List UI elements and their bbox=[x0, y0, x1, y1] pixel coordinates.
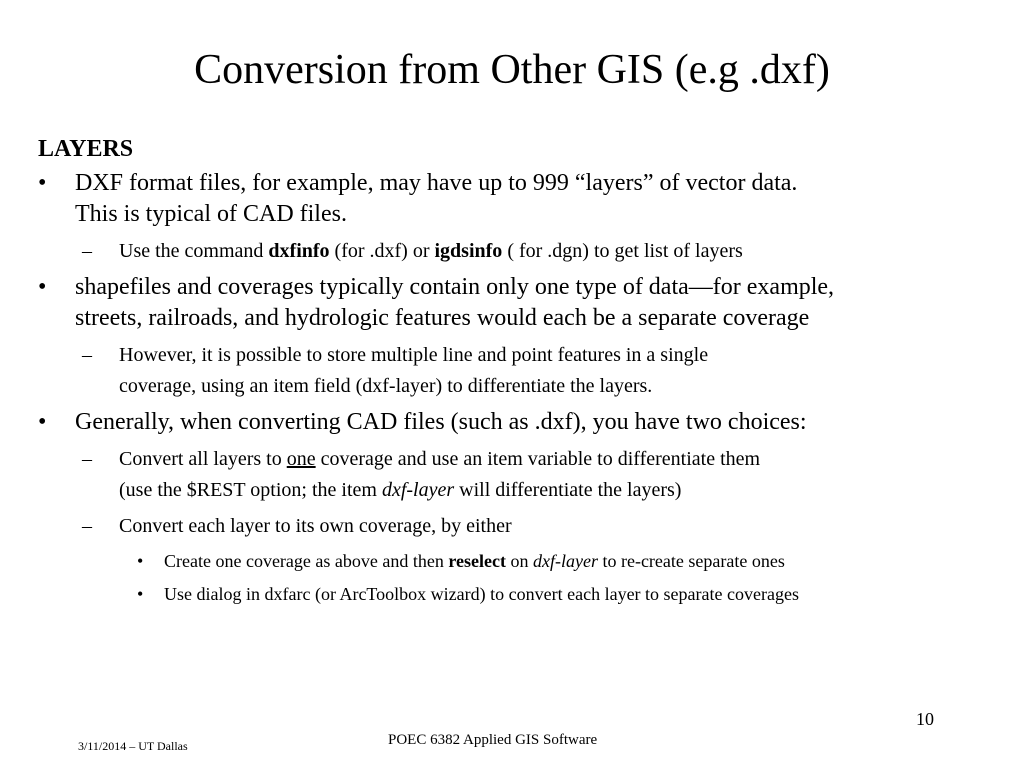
command-reselect: reselect bbox=[448, 551, 506, 571]
sub-text-line2: coverage, using an item field (dxf-layer) to differentiate the layers. bbox=[119, 375, 653, 397]
sub-bullet-however bbox=[82, 340, 998, 402]
footer-date: 3/11/2014 – UT Dallas bbox=[78, 739, 188, 753]
bullet-text: Generally, when converting CAD files (such as .dxf), you have two choices: bbox=[75, 409, 807, 435]
sub-sub-text: Create one coverage as above and then bbox=[164, 551, 449, 571]
sub-text: (use the $REST option; the item bbox=[119, 479, 382, 501]
sub-sub-text: to re-create separate ones bbox=[597, 551, 785, 571]
sub-text: coverage and use an item variable to differentiate them bbox=[315, 448, 761, 470]
sub-bullet-convert-all bbox=[82, 444, 998, 506]
dash-marker: – bbox=[82, 515, 92, 537]
page-number: 10 bbox=[916, 709, 934, 729]
command-dxfinfo: dxfinfo bbox=[268, 240, 330, 262]
slide-body bbox=[38, 134, 998, 613]
sub-text: (for .dxf) or bbox=[329, 240, 435, 262]
footer-course: POEC 6382 Applied GIS Software bbox=[388, 732, 598, 748]
bullet-marker: • bbox=[38, 170, 47, 196]
sub-sub-bullet-reselect bbox=[125, 547, 998, 575]
bullet-text-line1: DXF format files, for example, may have up to 999 “layers” of vector data. bbox=[75, 170, 798, 196]
sub-text: Convert all layers to bbox=[119, 448, 287, 470]
bullet-shapefiles bbox=[38, 272, 998, 334]
sub-text: Use the command bbox=[119, 240, 269, 262]
bullet-text-line1: shapefiles and coverages typically contain only one type of data—for example, bbox=[75, 274, 835, 300]
sub-text: will differentiate the layers) bbox=[454, 479, 682, 501]
sub-text: Convert each layer to its own coverage, by either bbox=[119, 515, 512, 537]
sub-text: ( for .dgn) to get list of layers bbox=[502, 240, 743, 262]
small-bullet-marker: • bbox=[137, 551, 144, 571]
small-bullet-marker: • bbox=[137, 584, 144, 604]
dash-marker: – bbox=[82, 344, 92, 366]
sub-sub-text: on bbox=[506, 551, 533, 571]
command-igdsinfo: igdsinfo bbox=[434, 240, 503, 262]
sub-bullet-convert-each bbox=[82, 511, 998, 542]
sub-text-line1: However, it is possible to store multiple line and point features in a single bbox=[119, 344, 709, 366]
underlined-one: one bbox=[286, 448, 316, 470]
bullet-marker: • bbox=[38, 274, 47, 300]
italic-dxf-layer: dxf-layer bbox=[533, 551, 598, 571]
slide-title: Conversion from Other GIS (e.g .dxf) bbox=[194, 47, 830, 93]
sub-sub-text: Use dialog in dxfarc (or ArcToolbox wizard) to convert each layer to separate coverages bbox=[164, 584, 799, 604]
italic-dxf-layer: dxf-layer bbox=[381, 479, 455, 501]
bullet-text-line2: This is typical of CAD files. bbox=[75, 201, 347, 227]
bullet-generally bbox=[38, 407, 998, 438]
section-heading: LAYERS bbox=[38, 136, 134, 162]
bullet-text-line2: streets, railroads, and hydrologic features would each be a separate coverage bbox=[75, 305, 810, 331]
sub-sub-bullet-dialog bbox=[125, 580, 998, 608]
dash-marker: – bbox=[82, 240, 92, 262]
dash-marker: – bbox=[82, 448, 92, 470]
bullet-marker: • bbox=[38, 409, 47, 435]
bullet-dxf-layers bbox=[38, 168, 998, 230]
sub-bullet-dxfinfo bbox=[82, 236, 998, 267]
